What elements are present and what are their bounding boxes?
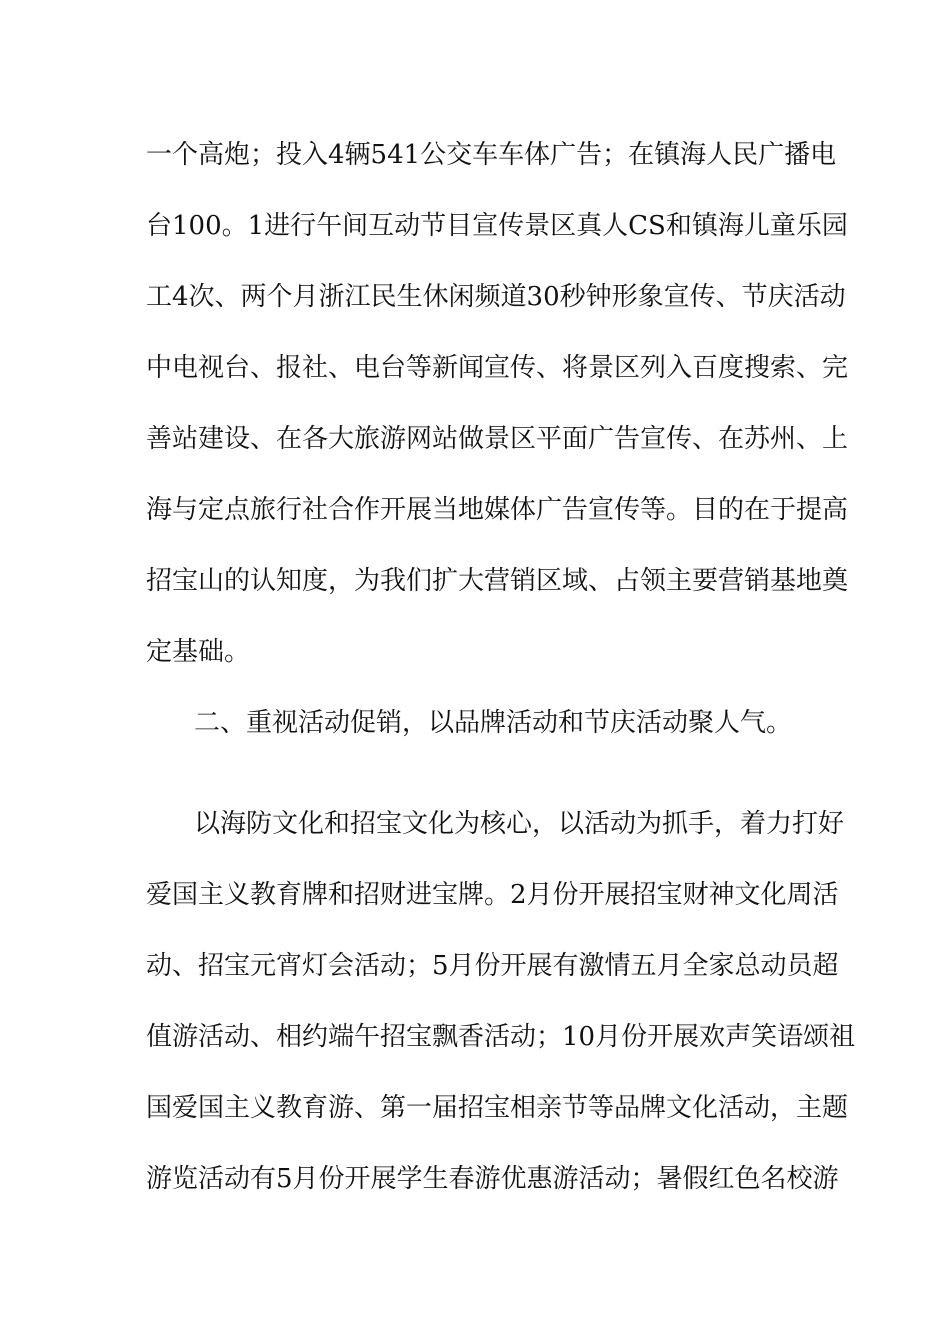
text-line: 海与定点旅行社合作开展当地媒体广告宣传等。目的在于提高 bbox=[146, 495, 849, 525]
text-line: 游览活动有5月份开展学生春游优惠游活动；暑假红色名校游 bbox=[146, 1164, 839, 1194]
text-line: 招宝山的认知度，为我们扩大营销区域、占领主要营销基地奠 bbox=[146, 566, 849, 596]
text-line: 工4次、两个月浙江民生休闲频道30秒钟形象宣传、节庆活动 bbox=[146, 282, 846, 312]
text-line: 一个高炮；投入4辆541公交车车体广告；在镇海人民广播电 bbox=[146, 140, 837, 170]
text-line: 台100。1进行午间互动节目宣传景区真人CS和镇海儿童乐园 bbox=[146, 211, 848, 241]
text-line: 爱国主义教育牌和招财进宝牌。2月份开展招宝财神文化周活 bbox=[146, 880, 839, 910]
section-heading: 二、重视活动促销，以品牌活动和节庆活动聚人气。 bbox=[194, 708, 793, 738]
text-line: 中电视台、报社、电台等新闻宣传、将景区列入百度搜索、完 bbox=[146, 353, 849, 383]
text-line: 善站建设、在各大旅游网站做景区平面广告宣传、在苏州、上 bbox=[146, 424, 849, 454]
text-line: 动、招宝元宵灯会活动；5月份开展有激情五月全家总动员超 bbox=[146, 951, 839, 981]
text-line: 以海防文化和招宝文化为核心，以活动为抓手，着力打好 bbox=[194, 809, 845, 839]
text-line: 国爱国主义教育游、第一届招宝相亲节等品牌文化活动，主题 bbox=[146, 1093, 849, 1123]
text-line: 定基础。 bbox=[146, 637, 251, 667]
text-line: 值游活动、相约端午招宝飘香活动；10月份开展欢声笑语颂祖 bbox=[146, 1022, 856, 1052]
